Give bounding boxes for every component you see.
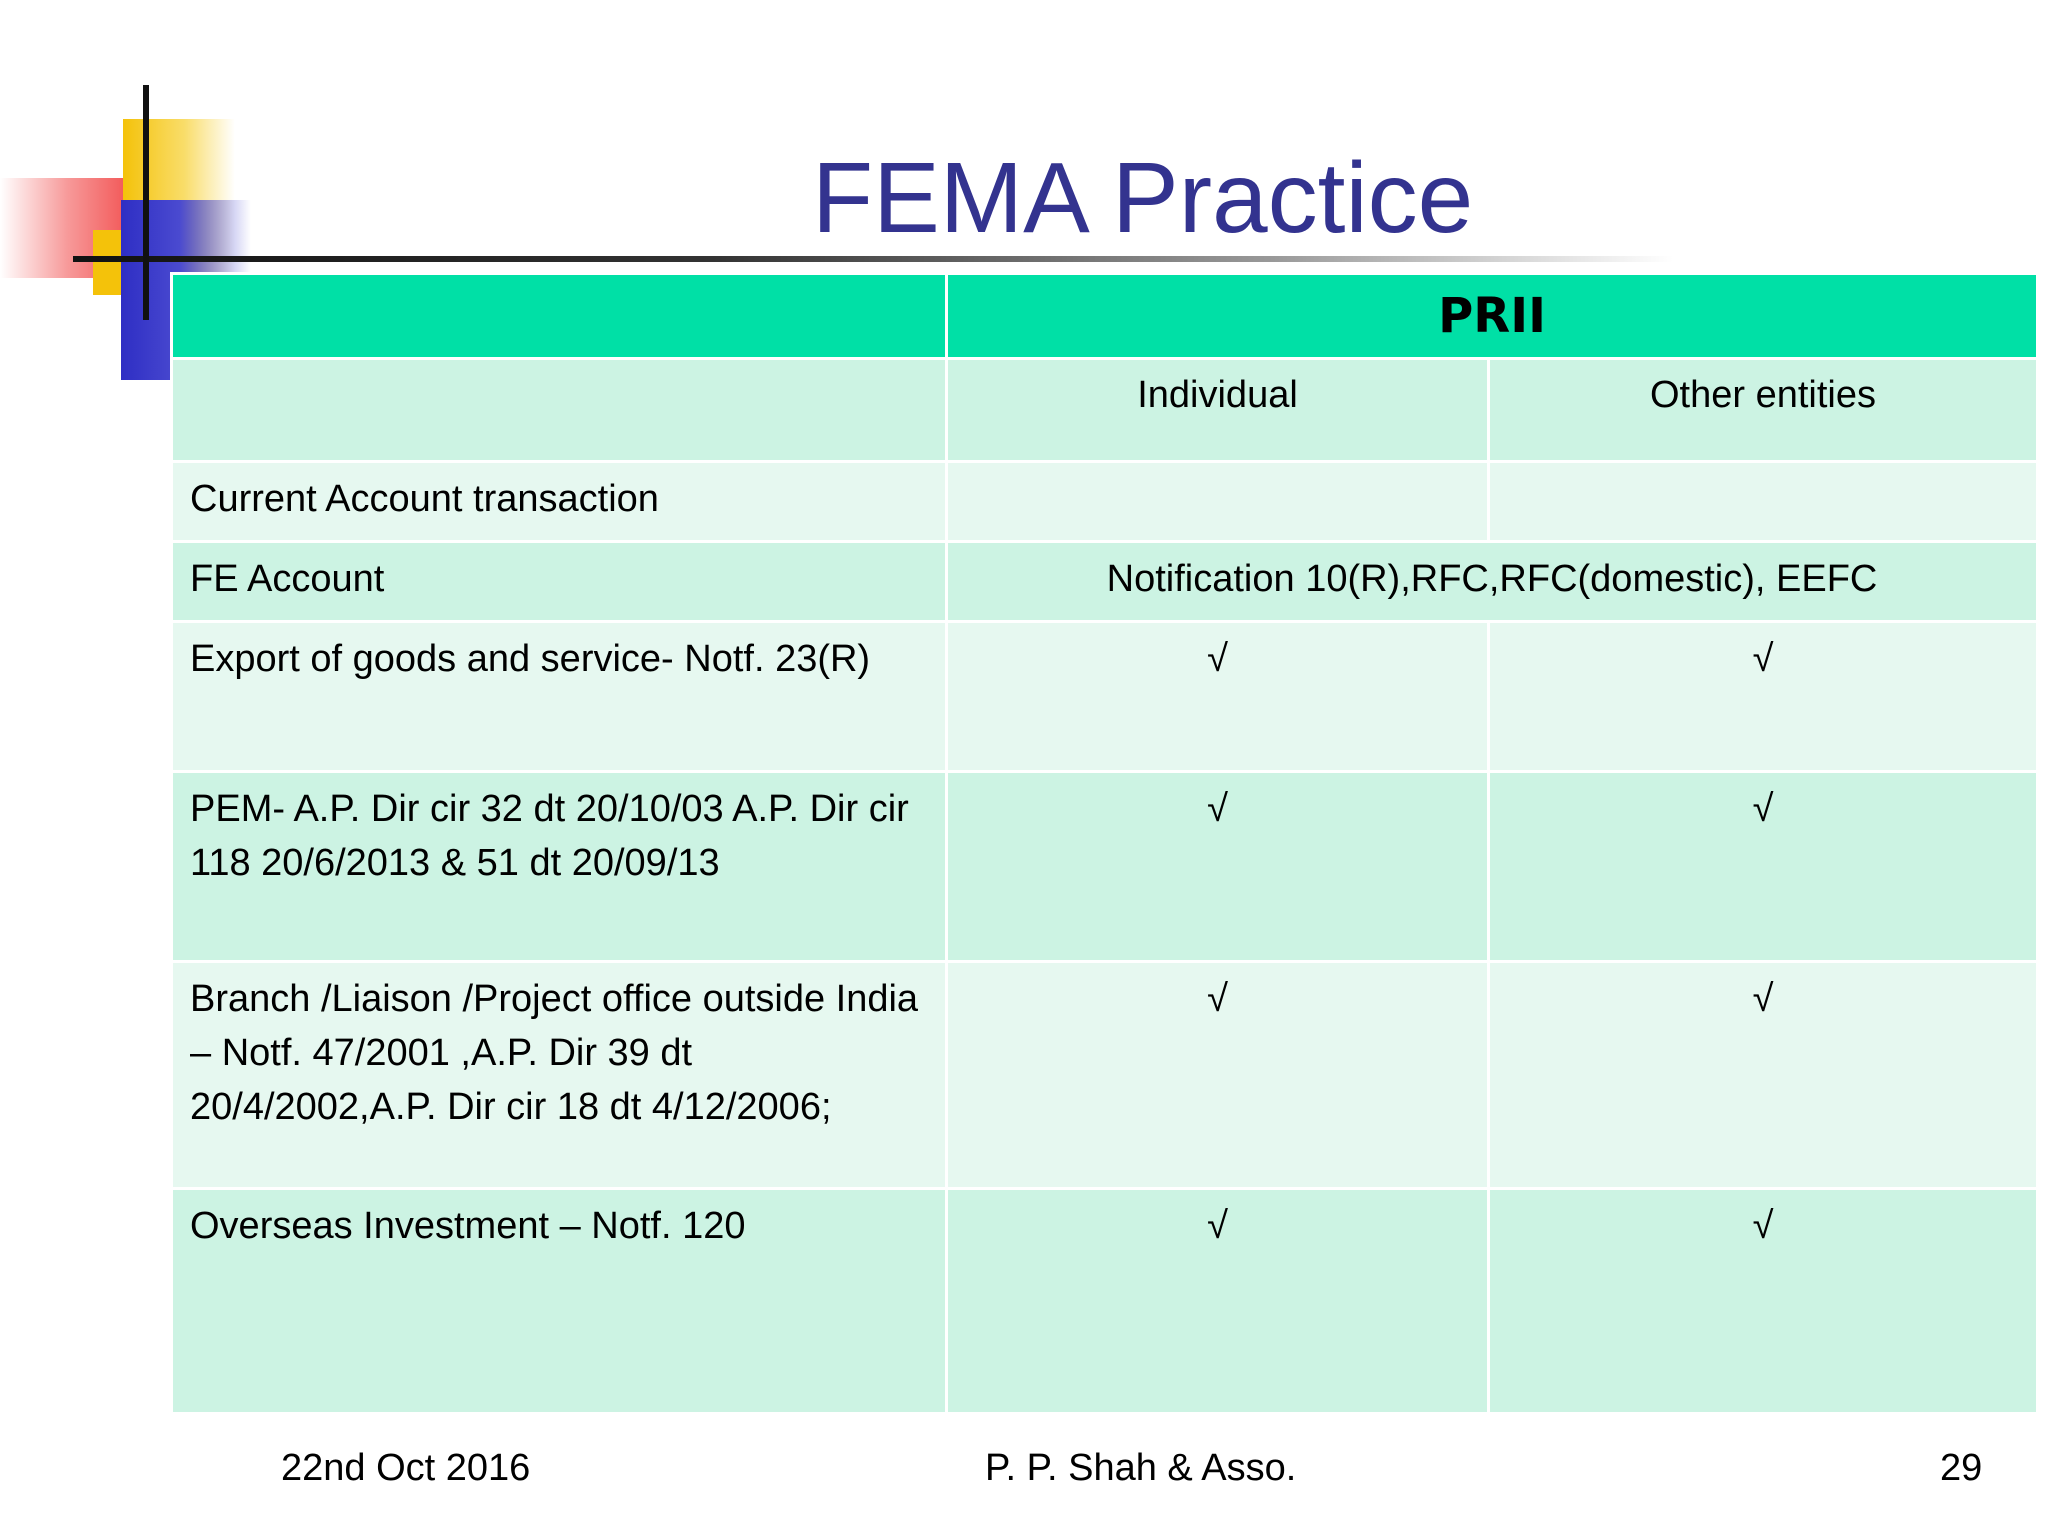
cell-other: √ xyxy=(1489,1189,2038,1414)
col-header-individual: Individual xyxy=(947,359,1489,462)
row-label: Overseas Investment – Notf. 120 xyxy=(172,1189,947,1414)
table-subheader-row xyxy=(172,359,2038,462)
table-group-header: PRII xyxy=(947,274,2038,359)
cell-merged: Notification 10(R),RFC,RFC(domestic), EEFC xyxy=(947,542,2038,622)
col-header-other-entities: Other entities xyxy=(1489,359,2038,462)
table-row xyxy=(172,462,2038,542)
table-row xyxy=(172,1189,2038,1414)
table-row xyxy=(172,962,2038,1189)
table-subheader-empty xyxy=(172,359,947,462)
row-label: Current Account transaction xyxy=(172,462,947,542)
decor-yellow-block-small xyxy=(93,230,123,295)
slide-title: FEMA Practice xyxy=(812,142,1474,254)
footer-date: 22nd Oct 2016 xyxy=(281,1447,531,1489)
cell-other: √ xyxy=(1489,622,2038,772)
table-row xyxy=(172,622,2038,772)
title-underline xyxy=(73,256,1673,262)
cell-individual: √ xyxy=(947,622,1489,772)
footer-firm: P. P. Shah & Asso. xyxy=(985,1447,1297,1489)
cell-other: √ xyxy=(1489,772,2038,962)
cell-individual: √ xyxy=(947,962,1489,1189)
table-group-header-row xyxy=(172,274,2038,359)
cell-other xyxy=(1489,462,2038,542)
table-header-empty xyxy=(172,274,947,359)
table-row xyxy=(172,542,2038,622)
row-label: Branch /Liaison /Project office outside India – Notf. 47/2001 ,A.P. Dir 39 dt 20/4/2002,A.P. Dir cir 18 dt 4/12/2006; xyxy=(172,962,947,1189)
row-label: PEM- A.P. Dir cir 32 dt 20/10/03 A.P. Dir cir 118 20/6/2013 & 51 dt 20/09/13 xyxy=(172,772,947,962)
cell-individual: √ xyxy=(947,1189,1489,1414)
footer-page-number: 29 xyxy=(1940,1447,1983,1489)
fema-table xyxy=(170,272,2039,1415)
row-label: FE Account xyxy=(172,542,947,622)
table-row xyxy=(172,772,2038,962)
cell-other: √ xyxy=(1489,962,2038,1189)
cell-individual: √ xyxy=(947,772,1489,962)
cell-individual xyxy=(947,462,1489,542)
row-label: Export of goods and service- Notf. 23(R) xyxy=(172,622,947,772)
decor-vertical-line xyxy=(143,85,149,320)
